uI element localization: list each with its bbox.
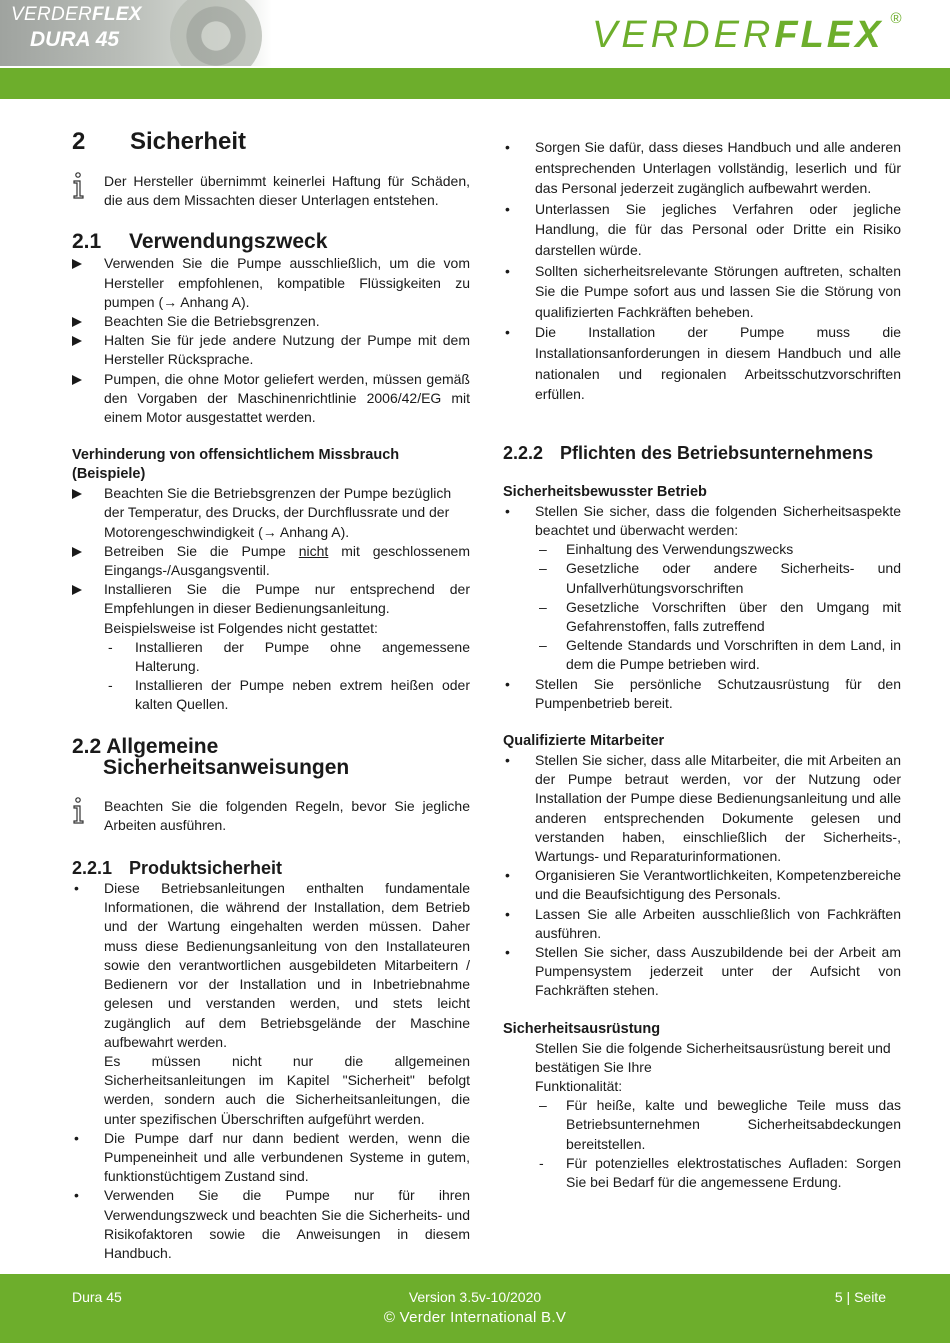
- safety-equipment-sublist: [503, 1096, 901, 1192]
- list-item: Beachten Sie die Betriebsgrenzen.: [72, 312, 470, 331]
- verderflex-logo: VERDERFLEX ®: [592, 10, 902, 56]
- banner-product-brand: VERDERFLEX: [11, 4, 142, 25]
- list-item: Halten Sie für jede andere Nutzung der Pumpe mit dem Hersteller Rücksprache.: [72, 331, 470, 369]
- misuse-sublist: [72, 638, 470, 715]
- list-item: • Unterlassen Sie jegliches Verfahren oder jegliche Handlung, die für das Personal oder Dritte ein Risiko darstellen würde.: [505, 200, 901, 258]
- misuse-list: [72, 484, 470, 638]
- list-item: Pumpen, die ohne Motor geliefert werden, müssen gemäß den Vorgaben der Maschinenrichtlinie 2006/42/EG mit einem Motor ausgestattet werden.: [72, 370, 470, 428]
- info-note-text: Der Hersteller übernimmt keinerlei Haftung für Schäden, die aus dem Missachten dieser Unterlagen entstehen.: [104, 173, 470, 209]
- list-item: Beachten Sie die Betriebsgrenzen der Pumpe bezüglich der Temperatur, des Drucks, der Durchflussrate und der Motorengeschwindigkeit (→ Anhang A).: [72, 484, 470, 542]
- section-heading-2-1: 2.1 Verwendungszweck: [72, 230, 328, 254]
- misuse-heading: Verhinderung von offensichtlichem Missbrauch (Beispiele): [72, 447, 400, 483]
- list-item: – Gesetzliche Vorschriften über den Umgang mit Gefahrenstoffen, falls zutreffend: [539, 598, 901, 634]
- safe-operation-list: [503, 502, 901, 540]
- safety-equipment-heading: Sicherheitsausrüstung: [503, 1020, 661, 1037]
- product-banner-image: [0, 0, 272, 66]
- qualified-staff-heading: Qualifizierte Mitarbeiter: [503, 732, 665, 749]
- page-header: [0, 0, 950, 68]
- safe-operation-list-2: [503, 675, 901, 713]
- banner-product-model: DURA 45: [30, 28, 120, 51]
- header-green-bar: [0, 68, 950, 99]
- list-item: Verwenden Sie die Pumpe ausschließlich, um die vom Hersteller empfohlenen, kompatible Flüssigkeiten zu pumpen (→ Anhang A).: [72, 254, 470, 312]
- list-item: • Die Installation der Pumpe muss die Installationsanforderungen in diesem Handbuch und alle nationalen und regionalen Arbeitsschutzvorschriften erfüllen.: [505, 324, 901, 403]
- list-item: • Stellen Sie sicher, dass die folgenden Sicherheitsaspekte beachtet und überwacht werden:: [505, 502, 901, 538]
- list-item: Betreiben Sie die Pumpe nicht mit geschlossenem Eingangs-/Ausgangsventil.: [72, 542, 470, 580]
- section-heading-2-2-2: 2.2.2 Pflichten des Betriebsunternehmens: [503, 442, 874, 463]
- general-safety-list: [503, 137, 901, 405]
- safety-equipment-text: Stellen Sie die folgende Sicherheitsausrüstung bereit und bestätigen Sie Ihre: [535, 1039, 891, 1075]
- qualified-staff-list: [503, 751, 901, 1001]
- footer-version: Version 3.5v-10/2020: [408, 1289, 542, 1305]
- info-note: [72, 797, 470, 835]
- usage-list: [72, 254, 470, 427]
- list-item: Installieren Sie die Pumpe nur entsprechend der Empfehlungen in dieser Bedienungsanleitung. Beispielsweise ist Folgendes nicht gestattet:: [72, 580, 470, 638]
- list-item: – Gesetzliche oder andere Sicherheits- und Unfallverhütungsvorschriften: [539, 560, 901, 596]
- list-item: • Lassen Sie alle Arbeiten ausschließlich von Fachkräften ausführen.: [505, 905, 901, 941]
- footer-page-number: 5 | Seite: [834, 1289, 886, 1305]
- section-heading-2-2: 2.2 Allgemeine Sicherheitsanweisungen: [72, 734, 350, 779]
- left-column: [72, 128, 470, 1263]
- list-item: • Stellen Sie sicher, dass alle Mitarbeiter, die mit Arbeiten an der Pumpe betraut werden, vor der Nutzung oder Installation der Pumpe diese Bedienungsanleitung und alle anderen entsprechenden Dokumente gelesen und verstanden haben, einschließlich der Sicherheits-, Wartungs- und Reparaturinformationen.: [505, 751, 901, 864]
- safe-operation-heading: Sicherheitsbewusster Betrieb: [503, 483, 707, 500]
- list-item: - Für potenzielles elektrostatisches Aufladen: Sorgen Sie bei Bedarf für die angemessene Erdung.: [539, 1154, 901, 1191]
- footer-product: Dura 45: [72, 1289, 122, 1305]
- safety-equipment-text-2: Funktionalität:: [535, 1078, 623, 1094]
- info-note-text: Beachten Sie die folgenden Regeln, bevor Sie jegliche Arbeiten ausführen.: [104, 797, 470, 833]
- chapter-heading: 2 Sicherheit: [72, 128, 247, 155]
- right-column: [503, 137, 901, 1192]
- safe-operation-sublist: [503, 540, 901, 674]
- footer-copyright: © Verder International B.V: [383, 1309, 567, 1326]
- list-item: • Organisieren Sie Verantwortlichkeiten, Kompetenzbereiche und die Beaufsichtigung des Personals.: [505, 867, 901, 903]
- list-item: – Geltende Standards und Vorschriften in dem Land, in dem die Pumpe betrieben wird.: [539, 637, 901, 673]
- list-item: • Stellen Sie sicher, dass Auszubildende bei der Arbeit am Pumpensystem jederzeit unter der Aufsicht von Fachkräften stehen.: [505, 943, 901, 999]
- list-item: – Einhaltung des Verwendungszwecks: [539, 541, 794, 558]
- list-item: – Für heiße, kalte und bewegliche Teile muss das Betriebsunternehmen Sicherheitsabdeckungen bereitstellen.: [539, 1097, 901, 1152]
- info-icon: [72, 172, 86, 200]
- info-icon: [72, 797, 86, 825]
- list-item: • Stellen Sie persönliche Schutzausrüstung für den Pumpenbetrieb bereit.: [505, 675, 901, 711]
- section-heading-2-2-1: 2.2.1 Produktsicherheit: [72, 858, 283, 879]
- list-item: • Die Pumpe darf nur dann bedient werden, wenn die Pumpeneinheit und alle verbundenen Systeme in gutem, funktionstüchtigem Zustand sind.: [74, 1129, 470, 1185]
- list-item: • Diese Betriebsanleitungen enthalten fundamentale Informationen, die während der Installation, dem Betrieb und der Wartung eingehalten werden müssen. Daher muss diese Bedienungsanleitung von den Installateuren sowie den verantwortlichen ausgebildeten Mitarbeitern / Bedienern vor der Installation und in Inbetriebnahme gelesen und verstanden werden, und stets leicht zugänglich auf dem Betriebsgelände der Maschine aufbewahrt werden. Es müssen nicht nur die allgemeinen Sicherheitsanleitungen im Kapitel "Sicherheit" befolgt werden, sondern auch die Sicherheitsanleitungen, die unter spezifischen Überschriften aufgeführt werden.: [74, 880, 470, 1127]
- info-note: [72, 172, 470, 210]
- product-safety-list: [72, 879, 470, 1263]
- list-item: • Sorgen Sie dafür, dass dieses Handbuch und alle anderen entsprechenden Unterlagen vollständig, leserlich und für das Personal jederzeit zugänglich aufbewahrt werden.: [505, 139, 901, 197]
- list-item: • Verwenden Sie die Pumpe nur für ihren Verwendungszweck und beachten Sie die Sicherheits- und Risikofaktoren sowie die Anweisungen in diesem Handbuch.: [74, 1187, 470, 1261]
- list-item: - Installieren der Pumpe ohne angemessene Halterung.: [108, 638, 470, 675]
- list-item: • Sollten sicherheitsrelevante Störungen auftreten, schalten Sie die Pumpe sofort aus und lassen Sie die Störung von qualifizierten Fachkräften beheben.: [505, 262, 901, 320]
- pump-wheel-graphic: [170, 0, 262, 66]
- list-item: - Installieren der Pumpe neben extrem heißen oder kalten Quellen.: [108, 677, 470, 713]
- page-footer: [0, 1274, 950, 1343]
